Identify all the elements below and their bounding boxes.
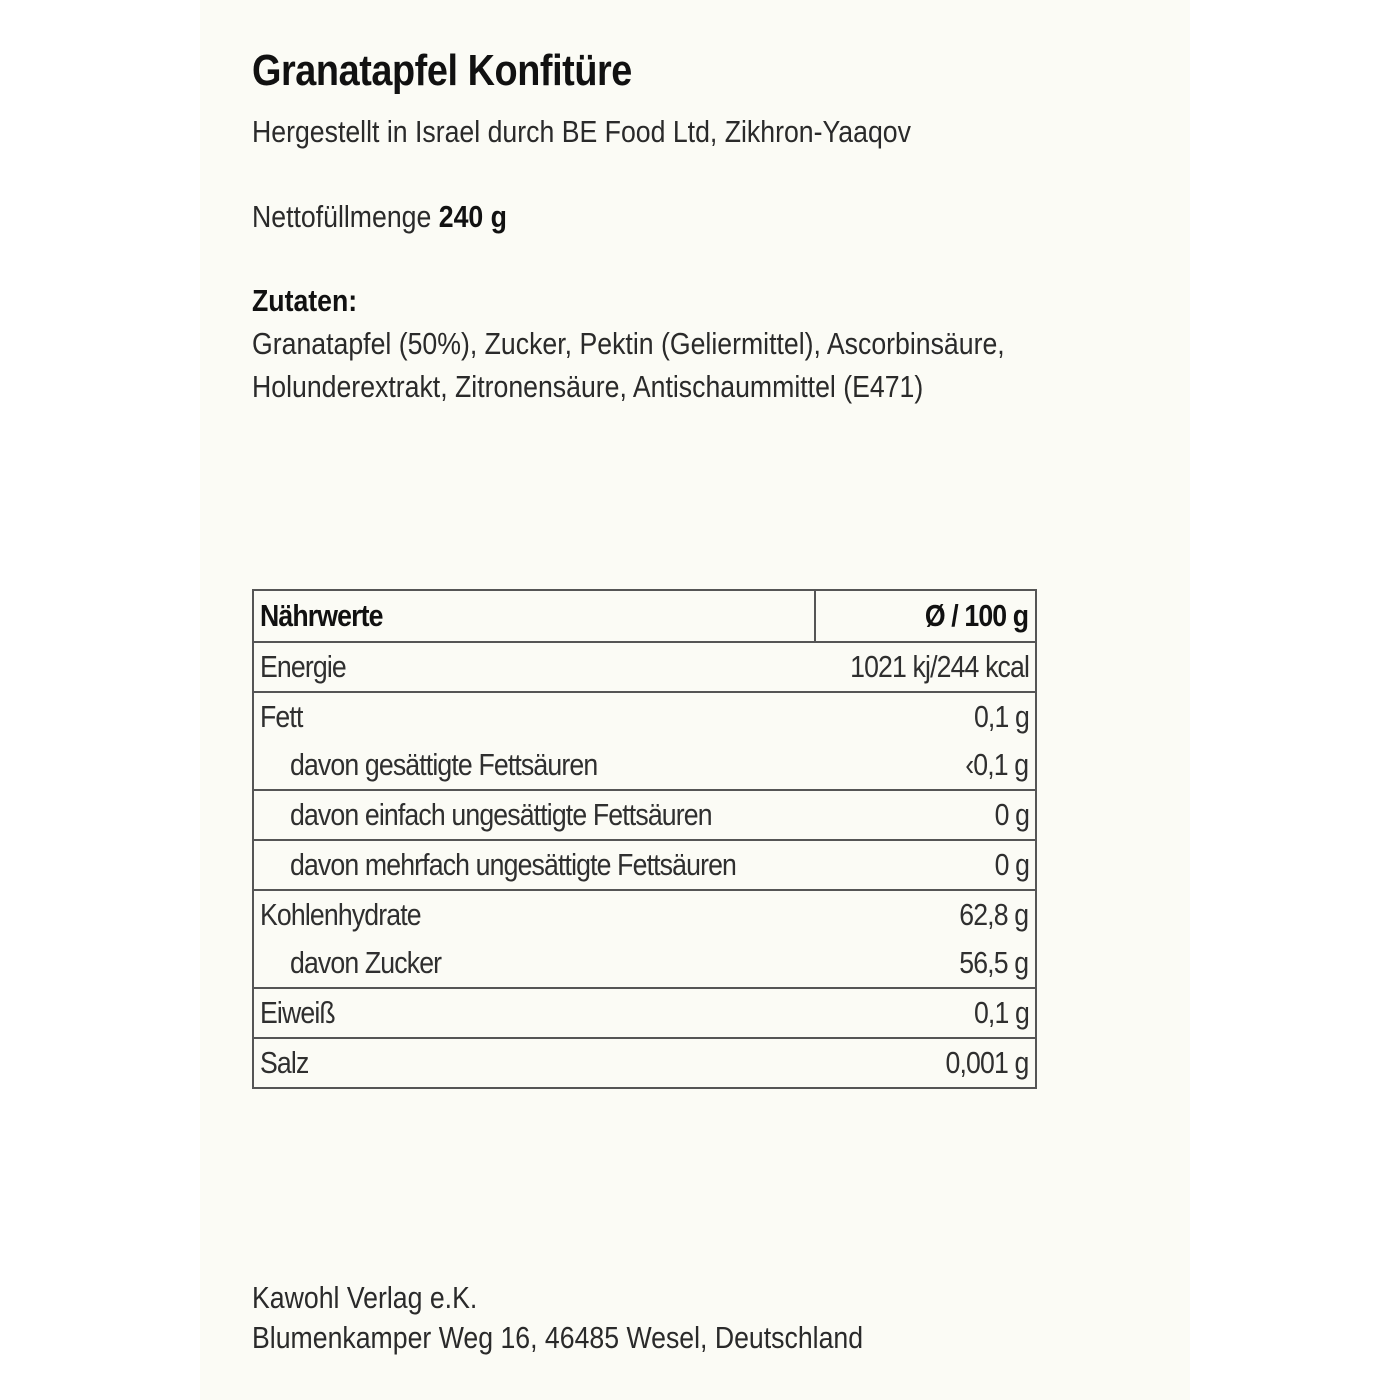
nutrient-name: Energie bbox=[253, 642, 815, 692]
nutrition-header-row bbox=[253, 590, 1036, 642]
nutrition-header-name: Nährwerte bbox=[253, 590, 815, 642]
nutrient-name: Eiweiß bbox=[253, 988, 815, 1038]
net-quantity-value: 240 g bbox=[438, 199, 507, 234]
nutrition-row-sugars bbox=[253, 939, 1036, 988]
nutrient-value: 0,1 g bbox=[815, 988, 1036, 1038]
nutrient-value: 0,1 g bbox=[815, 692, 1036, 741]
nutrient-value: 62,8 g bbox=[815, 890, 1036, 939]
nutrition-row-energy bbox=[253, 642, 1036, 692]
nutrition-row-protein bbox=[253, 988, 1036, 1038]
nutrition-row-carbohydrates bbox=[253, 890, 1036, 939]
ingredients-line-1: Granatapfel (50%), Zucker, Pektin (Geliermittel), Ascorbinsäure, bbox=[252, 326, 1005, 361]
nutrient-name: davon mehrfach ungesättigte Fettsäuren bbox=[253, 840, 815, 890]
manufacturer-line: Hergestellt in Israel durch BE Food Ltd, Zikhron-Yaaqov bbox=[252, 114, 911, 149]
nutrient-name: Kohlenhydrate bbox=[253, 890, 815, 939]
nutrition-table bbox=[252, 589, 1037, 1089]
nutrient-value: 1021 kj/244 kcal bbox=[815, 642, 1036, 692]
publisher-address: Blumenkamper Weg 16, 46485 Wesel, Deutschland bbox=[252, 1320, 864, 1355]
nutrition-row-polyunsaturated-fat bbox=[253, 840, 1036, 890]
nutrient-name: Fett bbox=[253, 692, 815, 741]
nutrition-row-fat bbox=[253, 692, 1036, 741]
nutrient-name: davon gesättigte Fettsäuren bbox=[290, 747, 598, 782]
publisher-name: Kawohl Verlag e.K. bbox=[252, 1280, 478, 1315]
nutrient-name: davon Zucker bbox=[290, 945, 442, 980]
nutrient-value: ‹0,1 g bbox=[965, 747, 1029, 782]
nutrient-value: 0 g bbox=[815, 840, 1036, 890]
ingredients-heading: Zutaten: bbox=[252, 283, 358, 318]
nutrient-name: davon einfach ungesättigte Fettsäuren bbox=[253, 790, 815, 840]
ingredients-line-2: Holunderextrakt, Zitronensäure, Antischaummittel (E471) bbox=[252, 369, 924, 404]
nutrient-value: 0,001 g bbox=[815, 1038, 1036, 1088]
net-quantity bbox=[252, 199, 507, 235]
nutrient-name: Salz bbox=[253, 1038, 815, 1088]
nutrient-value: 0 g bbox=[815, 790, 1036, 840]
nutrition-header-value: Ø / 100 g bbox=[815, 590, 1036, 642]
nutrition-row-monounsaturated-fat bbox=[253, 790, 1036, 840]
net-quantity-label: Nettofüllmenge bbox=[252, 199, 432, 234]
nutrition-row-saturated-fat bbox=[253, 741, 1036, 790]
nutrient-value: 56,5 g bbox=[959, 945, 1029, 980]
nutrition-row-salt bbox=[253, 1038, 1036, 1088]
product-title: Granatapfel Konfitüre bbox=[252, 46, 632, 95]
